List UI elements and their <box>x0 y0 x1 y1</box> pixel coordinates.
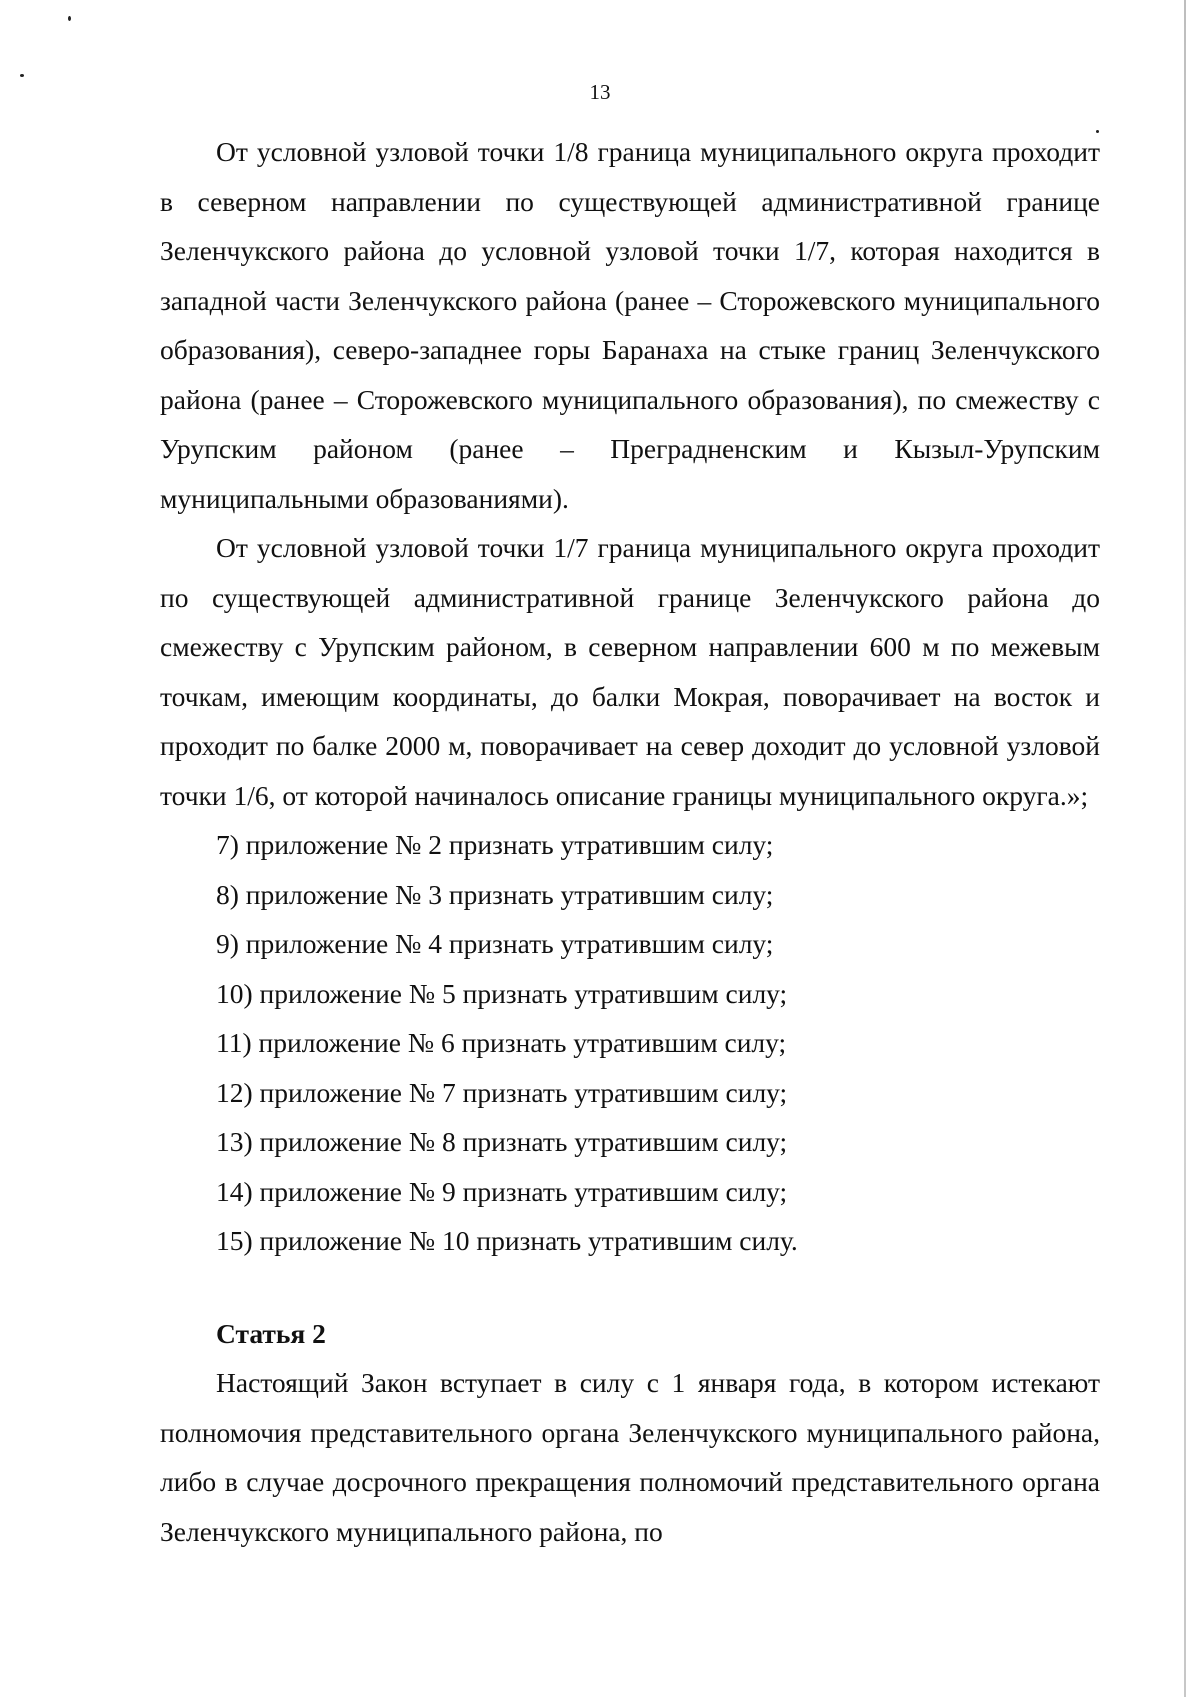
scan-edge-line <box>1184 0 1186 1697</box>
page-number: 13 <box>589 80 611 104</box>
list-item: 10) приложение № 5 признать утратившим силу; <box>216 977 788 1009</box>
article-paragraph: Настоящий Закон вступает в силу с 1 января года, в котором истекают полномочия представительного органа Зеленчукского муниципального района, либо в случае досрочного прекращения полномочий представительного органа Зеленчукского муниципального района, по <box>160 1367 1100 1547</box>
list-item: 14) приложение № 9 признать утратившим силу; <box>216 1175 788 1207</box>
list-item: 13) приложение № 8 признать утратившим силу; <box>216 1126 788 1157</box>
amendment-list <box>160 820 1100 1266</box>
list-item: 15) приложение № 10 признать утратившим силу. <box>216 1225 798 1256</box>
list-item: 7) приложение № 2 признать утратившим силу; <box>216 829 774 860</box>
body-paragraph: От условной узловой точки 1/7 граница муниципального округа проходит по существующей административной границе Зеленчукского района до смежеству с Урупским районом, в северном направлении 600 м по межевым точкам, имеющим координаты, до балки Мокрая, поворачивает на восток и проходит по балке 2000 м, поворачивает на север доходит до условной узловой точки 1/6, от которой начиналось описание границы муниципального округа.»; <box>160 532 1100 811</box>
document-body <box>160 127 1100 1556</box>
list-item: 8) приложение № 3 признать утратившим силу; <box>216 878 774 910</box>
list-item: 12) приложение № 7 признать утратившим силу; <box>216 1076 788 1108</box>
list-item: 11) приложение № 6 признать утратившим силу; <box>216 1027 787 1058</box>
scan-speck <box>68 16 71 21</box>
list-item: 9) приложение № 4 признать утратившим силу; <box>216 928 774 959</box>
article-heading: Статья 2 <box>216 1317 326 1349</box>
body-paragraph: От условной узловой точки 1/8 граница муниципального округа проходит в северном направлении по существующей административной границе Зеленчукского района до условной узловой точки 1/7, которая находится в западной части Зеленчукского района (ранее – Сторожевского муниципального образования), северо-западнее горы Баранаха на стыке границ Зеленчукского района (ранее – Сторожевского муниципального образования), по смежеству с Урупским районом (ранее – Преградненским и Кызыл-Урупским муниципальными образованиями). <box>160 136 1100 514</box>
scan-speck <box>20 74 24 77</box>
